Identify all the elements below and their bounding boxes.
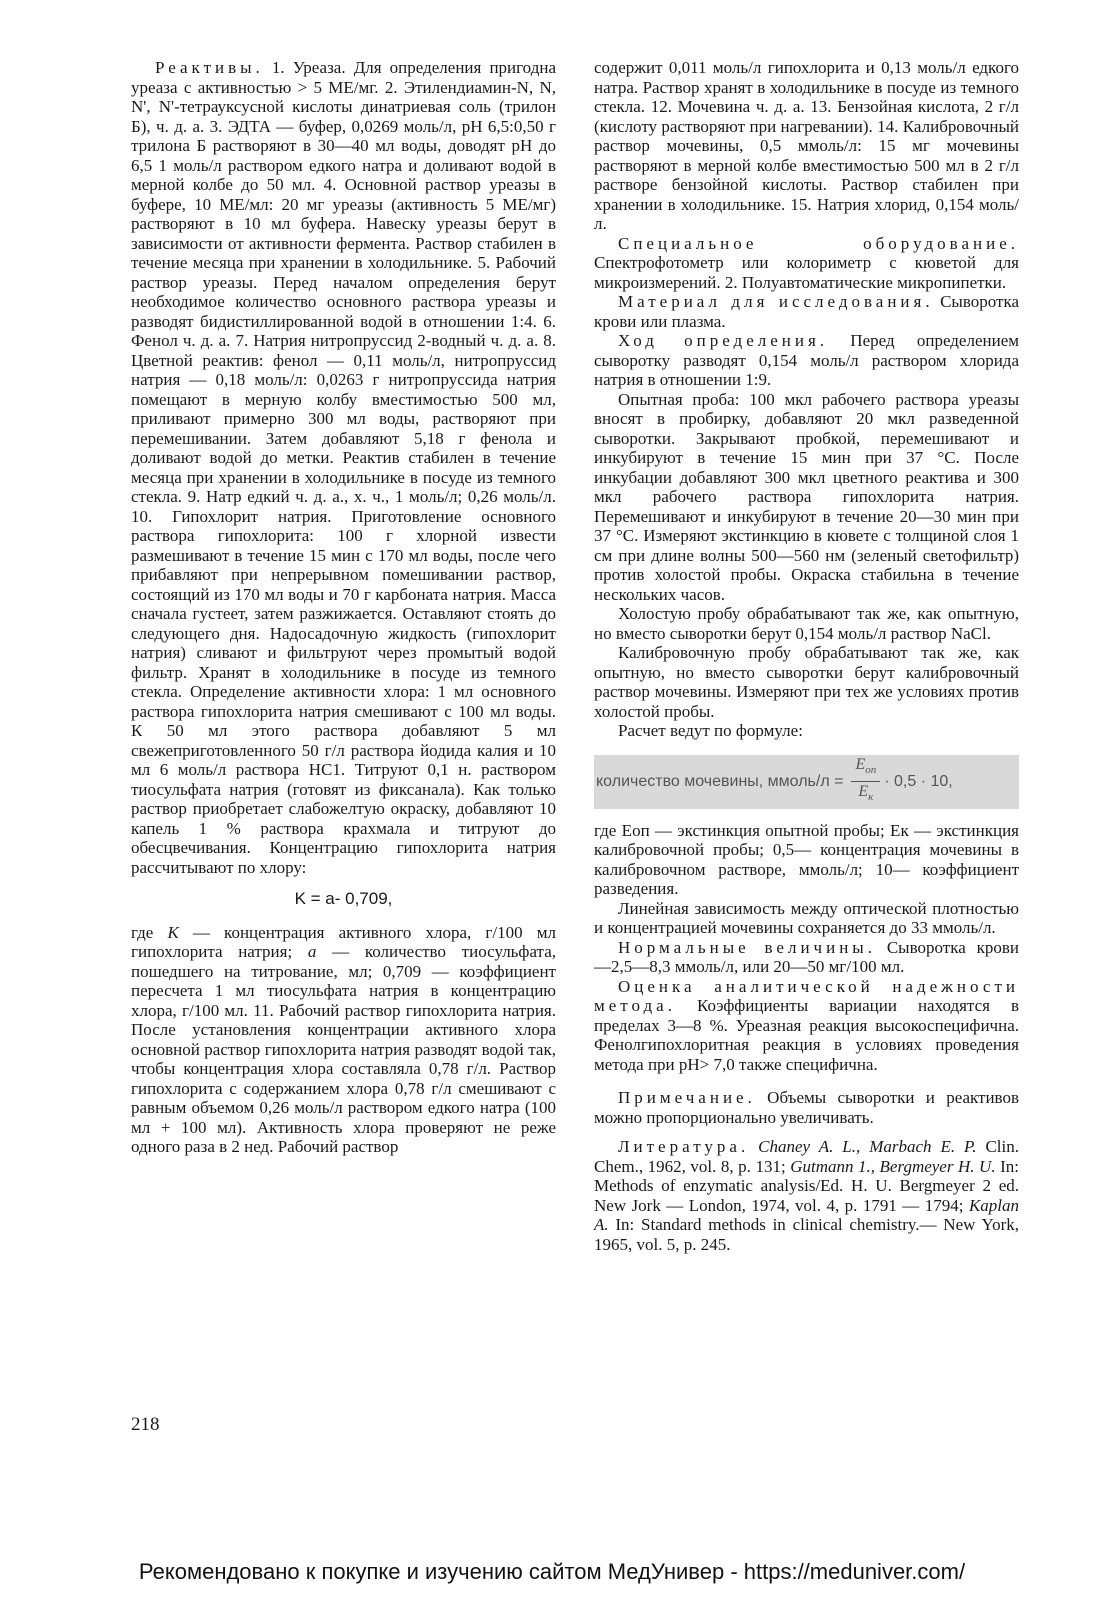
normal-values-text: Сыворотка крови —2,5—8,3 ммоль/л, или 20—50 мг/100 мл. <box>594 937 1019 976</box>
literature-paragraph <box>594 1137 1019 1254</box>
reagents-paragraph <box>131 58 556 877</box>
note-paragraph <box>594 1088 1019 1127</box>
left-column <box>131 58 556 1157</box>
explanation-text-1: — концентрация активного хлора, г/100 мл гипохлорита натрия; <box>131 922 556 961</box>
right-column <box>594 58 1019 1254</box>
calibration-sample-paragraph: Калибровочную пробу обрабатывают так же, как опытную, но вместо сыворотки берут калибровочный раствор мочевины. Измеряют при тех же условиях против холостой пробы. <box>594 643 1019 721</box>
formula-legend: где Еоп — экстинкция опытной пробы; Ек — экстинкция калибровочной пробы; 0,5— концентрация мочевины в калибровочном растворе, ммоль/л; 10— коэффициент разведения. <box>594 820 1019 898</box>
formula-numerator <box>851 755 880 782</box>
note-text: Объемы сыворотки и реактивов можно пропорционально увеличивать. <box>594 1088 1019 1127</box>
reagents-continued: содержит 0,011 моль/л гипохлорита и 0,13 моль/л едкого натра. Раствор хранят в холодильнике в посуде из темного стекла. 12. Мочевина ч. д. а. 13. Бензойная кислота, 2 г/л (кислоту растворяют при нагревании). 14. Калибровочный раствор мочевины, 0,5 ммоль/л: 15 мг мочевины растворяют в мерной колбе вместимостью 500 мл в 2 г/л растворе бензойной кислоты. Раствор стабилен при хранении в холодильнике. 15. Натрия хлорид, 0,154 моль/л. <box>594 58 1019 233</box>
reagents-text: 1. Уреаза. Для определения пригодна уреаза с активностью > 5 МЕ/мг. 2. Этилендиамин-N, N, N', N'-тетрауксусной кислоты динатриевая соль (трилон Б), ч. д. а. 3. ЭДТА — буфер, 0,0269 моль/л, рН 6,5:0,50 г трилона Б растворяют в 30—40 мл воды, доводят рН до 6,5 1 моль/л раствором едкого натра и доливают водой в мерной колбе до 50 мл. 4. Основной раствор уреазы в буфере, 10 МЕ/мл: 20 мг уреазы (активность 5 МЕ/мг) растворяют в 10 мл буфера. Навеску уреазы берут в зависимости от активности фермента. Раствор стабилен в течение месяца при хранении в холодильнике. 5. Рабочий раствор уреазы. Перед началом определения берут необходимое количество основного раствора уреазы и разводят бидистиллированной водой в отношении 1:4. 6. Фенол ч. д. а. 7. Натрия нитропруссид 2-водный ч. д. а. 8. Цветной реактив: фенол — 0,11 моль/л, нитропруссид натрия — 0,18 моль/л: 0,0263 г нитропруссида натрия помещают в мерную колбу вместимостью 500 мл, приливают примерно 300 мл воды, растворяют при перемешивании. Затем добавляют 5,18 г фенола и доливают водой до метки. Реактив стабилен в течение месяца при хранении в холодильнике в посуде из темного стекла. 9. Натр едкий ч. д. а., х. ч., 1 моль/л; 0,26 моль/л. 10. Гипохлорит натрия. Приготовление основного раствора гипохлорита: 100 г хлорной извести размешивают в течение 15 мин с 170 мл воды, после чего прибавляют при непрерывном помешивании раствор, состоящий из 170 мл воды и 70 г карбоната натрия. Масса сначала густеет, затем разжижается. Оставляют стоять до следующего дня. Надосадочную жидкость (гипохлорит натрия) сливают и фильтруют через промытый водой фильтр. Хранят в холодильнике в посуде из темного стекла. Определение активности хлора: 1 мл основного раствора гипохлорита натрия смешивают с 100 мл воды. К 50 мл этого раствора добавляют 5 мл свежеприготовленного 50 г/л раствора йодида калия и 10 мл 6 моль/л раствора НС1. Титруют 0,1 н. раствором тиосульфата натрия (готовят из фиксанала). Как только раствор приобретает слабожелтую окраску, добавляют 10 капель 1 % раствора крахмала и титруют до обесцвечивания. Концентрацию гипохлорита натрия рассчитывают по хлору: <box>131 58 556 877</box>
blank-sample-paragraph: Холостую пробу обрабатывают так же, как опытную, но вместо сыворотки берут 0,154 моль/л раствор NaCl. <box>594 604 1019 643</box>
page-number: 218 <box>131 1414 160 1435</box>
section-heading-reagents: Реактивы. <box>155 58 264 77</box>
footer-recommendation: Рекомендовано к покупке и изучению сайтом МедУнивер - https://meduniver.com/ <box>138 1559 966 1584</box>
section-heading-literature: Литература. <box>618 1137 750 1156</box>
ref3-authors: Kaplan A. <box>594 1195 1019 1234</box>
test-sample-paragraph: Опытная проба: 100 мкл рабочего раствора уреазы вносят в пробирку, добавляют 20 мкл разведенной сыворотки. Закрывают пробкой, перемешивают и инкубируют в течение 15 мин при 37 °С. После инкубации добавляют 300 мкл цветного реактива и 300 мкл рабочего раствора гипохлорита натрия. Перемешивают и инкубируют в течение 20—30 мин при 37 °С. Измеряют экстинкцию в кювете с толщиной слоя 1 см при длине волны 500—560 нм (зеленый светофильтр) против холостой пробы. Окраска стабильна в течение нескольких часов. <box>594 389 1019 604</box>
procedure-text: Перед определением сыворотку разводят 0,154 моль/л раствором хлорида натрия в отношении 1:9. <box>594 331 1020 389</box>
linearity-paragraph: Линейная зависимость между оптической плотностью и концентрацией мочевины сохраняется до 33 ммоль/л. <box>594 898 1019 937</box>
formula-denominator <box>854 782 877 808</box>
section-heading-procedure: Ход определения. <box>618 331 829 350</box>
normal-values-paragraph <box>594 938 1019 977</box>
material-text: Сыворотка крови или плазма. <box>594 292 1019 331</box>
explanation-text-2: — количество тиосульфата, пошедшего на титрование, мл; 0,709 — коэффициент пересчета 1 мл тиосульфата натрия в концентрацию хлора, г/100 мл. 11. Рабочий раствор гипохлорита натрия. После установления концентрации активного хлора основной раствор гипохлорита натрия разводят водой так, чтобы концентрация хлора составляла 0,78 г/л. Раствор гипохлорита с содержанием хлора 0,78 г/л смешивают с равным объемом 0,26 моль/л раствором едкого натра (100 мл + 100 мл). Активность хлора проверяют не реже одного раза в 2 нед. Рабочий раствор <box>131 942 556 1156</box>
formula-label: количество мочевины, ммоль/л = <box>596 772 844 790</box>
section-heading-normal: Нормальные величины. <box>618 937 876 957</box>
var-a: а <box>307 942 317 961</box>
ref3-text: In: Standard methods in clinical chemistry.— New York, 1965, vol. 5, p. 245. <box>594 1215 1019 1254</box>
calculation-paragraph: Расчет ведут по формуле: <box>618 721 803 740</box>
ref1-authors: Chaney A. L., Marbach E. P. <box>749 1137 977 1156</box>
chlorine-formula: K = a- 0,709, <box>294 889 393 908</box>
numerator-var: E <box>855 756 866 774</box>
where-label: где <box>131 922 168 942</box>
formula-explanation <box>131 923 556 1157</box>
denominator-var: E <box>858 783 869 800</box>
reliability-paragraph <box>594 977 1019 1075</box>
formula-tail: · 0,5 · 10, <box>884 772 953 790</box>
ref2-authors: Gutmann 1., Bergmeyer H. U. <box>790 1156 996 1176</box>
equipment-text: Спектрофотометр или колориметр с кюветой для микроизмерений. 2. Полуавтоматические микропипетки. <box>594 253 1019 292</box>
denominator-sub: к <box>868 791 874 804</box>
section-heading-note: Примечание. <box>618 1088 756 1107</box>
material-paragraph <box>594 292 1019 331</box>
procedure-paragraph <box>594 331 1019 390</box>
section-heading-equipment: Специальное оборудование. <box>618 233 1019 253</box>
equipment-paragraph <box>594 234 1019 293</box>
formula-fraction <box>851 755 880 807</box>
ref2-text: In: Methods of enzymatic analysis/Ed. H. U. Bergmeyer 2 ed. New Jork — London, 1974, vol. 4, p. 1791 — 1794; <box>594 1156 1019 1215</box>
ref1-text: Clin. Chem., 1962, vol. 8, p. 131; <box>594 1137 1019 1176</box>
reliability-text: Коэффициенты вариации находятся в пределах 3—8 %. Уреазная реакция высокоспецифична. Фенолгипохлоритная реакция в условиях проведения метода при рН> 7,0 также специфична. <box>594 996 1019 1074</box>
section-heading-reliability: Оценка аналитической надежности метода. <box>594 976 1019 1015</box>
urea-formula <box>594 755 1019 809</box>
var-k: K <box>167 922 179 942</box>
section-heading-material: Материал для исследования. <box>618 292 934 311</box>
numerator-sub: оп <box>865 764 877 777</box>
